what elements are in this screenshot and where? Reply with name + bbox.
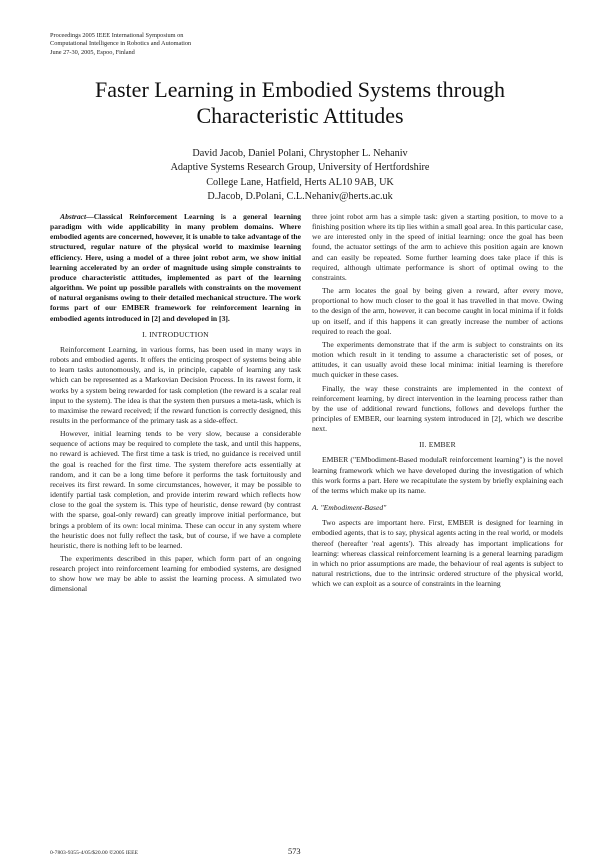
- paper-title-line-2: Characteristic Attitudes: [196, 103, 404, 128]
- subsection-paragraph: Two aspects are important here. First, EMBER is designed for learning in embodied agents, that is to say, physical agents acting in the real world, or models thereof (hereafter 'real agents'). This already has important implications for learning: whereas classical reinforcement learning is a general learning paradigm in which no prior assumptions are made, the behaviour of real agents is subject to natural restrictions, due to the intrinsic ordered structure of the physical world, which we can exploit as a source of constraints in the learning: [312, 518, 563, 589]
- subsection-heading: [312, 503, 563, 513]
- left-column: [50, 212, 301, 598]
- body-paragraph: Finally, the way these constraints are implemented in the context of reinforcement learning, by direct intervention in the learning process rather than by the use of additional reward functions, follows and develops further the principles of EMBER, our learning system introduced in [2], which we describe next.: [312, 383, 563, 434]
- paper-title-line-1: Faster Learning in Embodied Systems through: [95, 77, 505, 102]
- intro-paragraph: The experiments described in this paper, which form part of an ongoing research project into reinforcement learning for embodied systems, are designed to show how we may be able to assist the learning process. A simulated two dimensional: [50, 554, 301, 594]
- page-number: 573: [288, 847, 301, 856]
- isbn-footer: 0-7803-9355-4/05/$20.00 ©2005 IEEE: [50, 850, 138, 856]
- intro-paragraph: Reinforcement Learning, in various forms, has been used in many ways in robots and embodied agents. It offers the enticing prospect of systems being able to learn tasks autonomously, and is, in principle, capable of learning any task which can be represented as a Markovian Decision Process. In its rawest form, it works by a system being rewarded for task completion (the reward is a scalar real input to the system). The idea is that the system then pursues a meta-task, which is to maximise the reward received; if the reward function is correctly designed, this results in the performance of the primary task as a side-effect.: [50, 344, 301, 425]
- author-names: David Jacob, Daniel Polani, Chrystopher L. Nehaniv: [192, 148, 408, 159]
- author-affiliation: Adaptive Systems Research Group, University of Hertfordshire: [170, 162, 430, 174]
- proceedings-line-3: June 27-30, 2005, Espoo, Finland: [50, 48, 135, 56]
- proceedings-line-1: Proceedings 2005 IEEE International Symposium on: [50, 32, 184, 39]
- body-paragraph: The experiments demonstrate that if the arm is subject to constraints on its motion which result in it tending to assume a characteristic set of poses, or attitudes, it can usually avoid these local minima: initial learning is therefore much quicker in these cases.: [312, 339, 563, 380]
- section-heading-introduction: I. INTRODUCTION: [142, 329, 209, 339]
- abstract-text: —Classical Reinforcement Learning is a general learning paradigm with wide applicability in many problem domains. Where embodied agents are concerned, however, it is unable to take advantage of the structured, regular nature of the physical world to maximise learning efficiency. Here, using a model of a three joint robot arm, we show initial learning accelerated by an order of magnitude using simple constraints to produce characteristic attitudes, implemented as part of the learning algorithm. We point up possible parallels with constraints on the movement of natural organisms owing to their detailed mechanical structure. The work forms part of our EMBER framework for reinforcement learning in embodied agents introduced in [2] and developed in [3].: [50, 212, 302, 323]
- abstract-label: Abstract: [60, 212, 87, 221]
- section-heading-ember: II. EMBER: [419, 440, 456, 450]
- subsection-label: A.: [312, 503, 319, 513]
- body-paragraph: The arm locates the goal by being given a reward, after every move, proportional to how much closer to the goal it has travelled in that move. Owing to the design of the arm, however, it can become caught in local minima if it folds up on itself, and if this happens it can greatly increase the number of actions required to reach the goal.: [312, 286, 563, 336]
- author-address: College Lane, Hatfield, Herts AL10 9AB, UK: [206, 176, 394, 188]
- author-block: [0, 147, 600, 205]
- intro-paragraph: However, initial learning tends to be very slow, because a considerable sequence of actions may be required to complete the task, and until this happens, no reward is achieved. The first time a task is tried, no guidance is received until the goal is reached for the first time. The system therefore acts essentially at random, and it can be a long time before it performs the task fortuitously and receives its first reward. In some circumstances, however, it may be possible to identify partial task completion, and provide interim reward which reflects how close to the goal the system is. This type of heuristic, dense reward (by contrast with the sparse, goal-only reward) can greatly improve initial performance, but brings a problem of its own: local minima. These can occur in any system where the heuristic does not fully reflect the task, but of course, if we have a complete heuristic, there is nothing left to be learned.: [50, 429, 301, 550]
- paper-title: [0, 77, 600, 129]
- ember-paragraph: EMBER ("EMbodiment-Based modulaR reinforcement learning") is the novel learning framework which we have developed during the investigation of which this work forms a part. Here we recapitulate the system by briefly explaining each of the terms which make up its name.: [312, 455, 563, 495]
- body-paragraph: three joint robot arm has a simple task: given a starting position, to move to a finishing position where its tip lies within a small goal area. In this particular case, we are interested only in the speed of initial learning: once the goal has been found, the actuator settings of the arm to achieve this position again are known and can easily be repeated. Some further learning does take place if this is required, although ultimate performance is short of optimal owing to the constraints.: [312, 212, 563, 282]
- right-column: [312, 212, 563, 592]
- author-emails: D.Jacob, D.Polani, C.L.Nehaniv@herts.ac.uk: [207, 191, 393, 203]
- proceedings-line-2: Computational Intelligence in Robotics and Automation: [50, 40, 192, 48]
- subsection-title: "Embodiment-Based": [320, 503, 387, 513]
- proceedings-header: [50, 32, 191, 57]
- abstract: [50, 212, 301, 324]
